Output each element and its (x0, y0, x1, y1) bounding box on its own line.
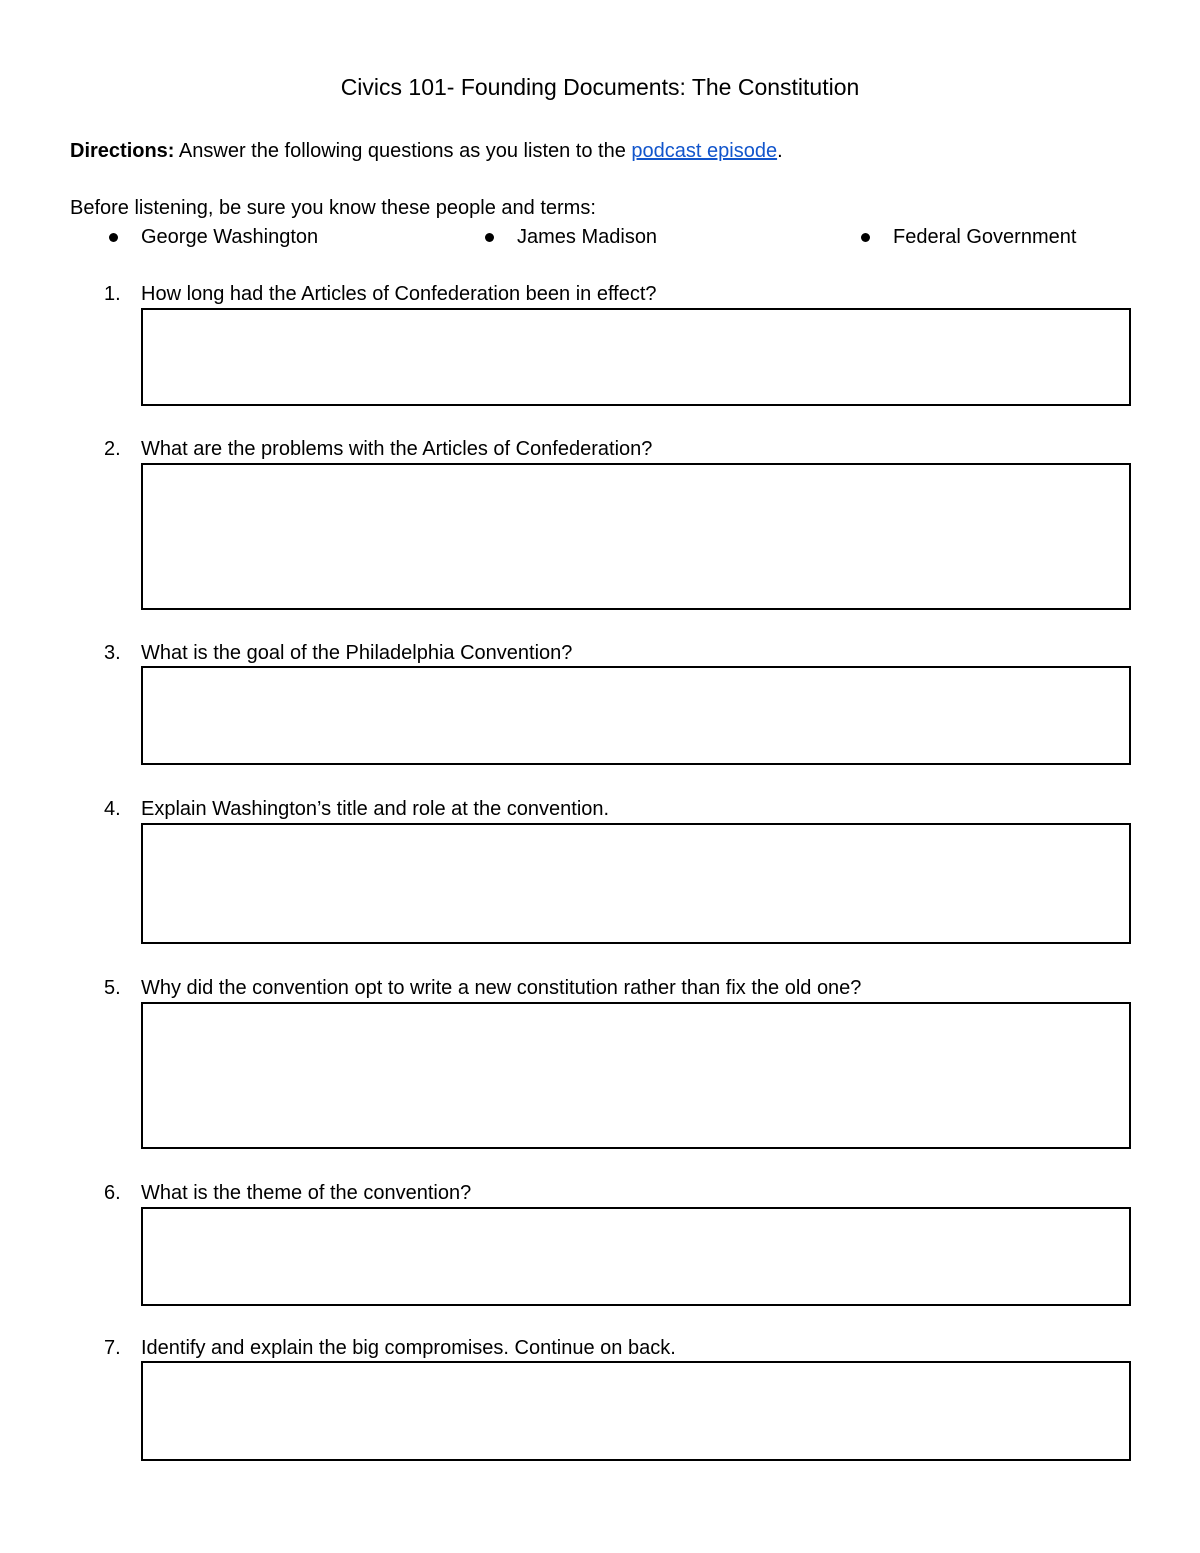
question-text: Explain Washington’s title and role at the convention. (141, 798, 610, 820)
question-text: What is the theme of the convention? (141, 1182, 472, 1204)
question-number: 7. (104, 1337, 121, 1359)
answer-box-4[interactable] (141, 823, 1131, 944)
question-text: What is the goal of the Philadelphia Convention? (141, 642, 573, 664)
answer-box-3[interactable] (141, 666, 1131, 765)
answer-box-5[interactable] (141, 1002, 1131, 1149)
term-item (893, 224, 1076, 250)
question-number: 6. (104, 1182, 121, 1204)
podcast-episode-link[interactable]: podcast episode (631, 140, 778, 162)
terms-list (0, 224, 1200, 252)
term-item (517, 224, 657, 250)
question-number: 5. (104, 977, 121, 999)
question-text: Why did the convention opt to write a new constitution rather than fix the old one? (141, 977, 862, 999)
answer-box-6[interactable] (141, 1207, 1131, 1306)
answer-box-1[interactable] (141, 308, 1131, 406)
bullet-icon (109, 233, 118, 242)
question-number: 1. (104, 283, 121, 305)
term-label: Federal Government (893, 226, 1077, 248)
term-label: George Washington (141, 226, 319, 248)
question-text: How long had the Articles of Confederation been in effect? (141, 283, 657, 305)
question-number: 4. (104, 798, 121, 820)
answer-box-2[interactable] (141, 463, 1131, 610)
term-item (141, 224, 318, 250)
question-number: 2. (104, 438, 121, 460)
directions-text: Answer the following questions as you listen to the (174, 140, 632, 162)
intro-text: Before listening, be sure you know these people and terms: (70, 197, 596, 219)
bullet-icon (485, 233, 494, 242)
bullet-icon (861, 233, 870, 242)
directions (70, 138, 783, 164)
question-text: Identify and explain the big compromises. Continue on back. (141, 1337, 676, 1359)
directions-label: Directions: (70, 140, 175, 162)
page-title: Civics 101- Founding Documents: The Constitution (340, 74, 860, 100)
question-text: What are the problems with the Articles of Confederation? (141, 438, 653, 460)
answer-box-7[interactable] (141, 1361, 1131, 1461)
term-label: James Madison (517, 226, 658, 248)
directions-end: . (777, 140, 783, 162)
question-number: 3. (104, 642, 121, 664)
